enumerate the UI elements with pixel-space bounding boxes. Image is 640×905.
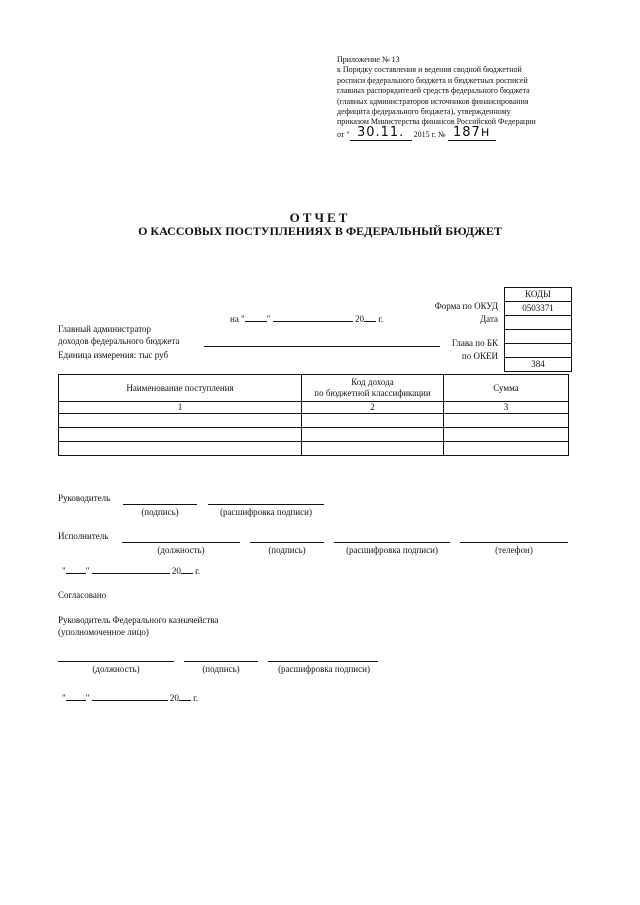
receipts-table: [58, 374, 569, 456]
executor-telefon-caption: (телефон): [495, 545, 533, 555]
col-name-header: Наименование поступления: [59, 375, 302, 402]
year-label: 20: [354, 314, 364, 324]
na-label: на ": [230, 314, 245, 324]
codes-header: КОДЫ: [525, 289, 551, 299]
head-signature-line: [123, 504, 197, 505]
okud-label: Форма по ОКУД: [434, 301, 498, 311]
col-sum-header: Сумма: [444, 375, 569, 402]
codes-box: [504, 287, 572, 372]
admin-label-1: Главный администратор: [58, 324, 152, 334]
executor-position-line: [122, 542, 240, 543]
year-suffix: г.: [195, 566, 201, 576]
order-number-value: 187н: [453, 124, 491, 140]
header-line: росписи федерального бюджета и бюджетных росписей: [337, 75, 528, 85]
admin-input-line: [204, 346, 440, 347]
report-date-line: [230, 314, 383, 324]
header-line: главных распорядителей средств федерального бюджета: [337, 86, 530, 96]
admin-label-2: доходов федерального бюджета: [58, 336, 180, 346]
bk-value: [505, 343, 571, 357]
executor-rasshifrovka-caption: (расшифровка подписи): [346, 545, 438, 555]
header-line: (главных администраторов источников финансирования: [337, 96, 529, 106]
year-label: 20: [169, 693, 179, 703]
treasury-signature-line: [184, 661, 258, 662]
header-line: Приложение № 13: [337, 55, 400, 64]
executor-signature-line: [250, 542, 324, 543]
quote-open: ": [62, 566, 66, 576]
year-suffix: г.: [378, 314, 384, 324]
date-mid: 2015 г. №: [413, 129, 446, 139]
date-label: Дата: [480, 314, 498, 324]
header-line: приказом Министерства финансов Российской Федерации: [337, 117, 536, 127]
head-rasshifrovka-caption: (расшифровка подписи): [220, 507, 312, 517]
executor-name-line: [334, 542, 450, 543]
col-code-header: [302, 375, 444, 402]
unit-label: Единица измерения: тыс руб: [58, 350, 169, 360]
approval-header: [337, 55, 587, 141]
okud-value: 0503371: [505, 301, 571, 315]
treasury-podpis-caption: (подпись): [202, 664, 240, 674]
col-code-header-2: по бюджетной классификации: [314, 388, 431, 398]
report-title: ОТЧЕТ: [289, 210, 351, 225]
treasury-label-2: (уполномоченное лицо): [58, 627, 149, 637]
blank-value: [505, 329, 571, 343]
quote-close: ": [266, 314, 271, 324]
table-row: [59, 442, 569, 456]
year-suffix: г.: [193, 693, 199, 703]
col-num-3: 3: [444, 402, 569, 414]
quote-close: ": [85, 693, 90, 703]
col-num-1: 1: [59, 402, 302, 414]
treasury-label-1: Руководитель Федерального казначейства: [58, 615, 219, 625]
table-row: [59, 428, 569, 442]
head-podpis-caption: (подпись): [141, 507, 179, 517]
treasury-date-line: [62, 693, 198, 703]
agreed-label: Согласовано: [58, 590, 107, 600]
treasury-dolzhnost-caption: (должность): [92, 664, 140, 674]
okei-value: 384: [505, 357, 571, 371]
bk-label: Глава по БК: [451, 338, 498, 348]
order-date-line: [337, 124, 587, 141]
sign-date-line: [62, 566, 200, 576]
date-prefix: от ": [337, 129, 350, 139]
col-num-2: 2: [302, 402, 444, 414]
date-value: [505, 315, 571, 329]
executor-label: Исполнитель: [58, 531, 109, 541]
executor-phone-line: [460, 542, 568, 543]
treasury-position-line: [58, 661, 174, 662]
quote-open: ": [62, 693, 66, 703]
report-subtitle: О КАССОВЫХ ПОСТУПЛЕНИЯХ В ФЕДЕРАЛЬНЫЙ БЮДЖЕТ: [138, 224, 502, 238]
header-line: дефицита федерального бюджета), утвержденному: [337, 107, 511, 117]
executor-podpis-caption: (подпись): [268, 545, 306, 555]
okei-label: по ОКЕИ: [461, 351, 498, 361]
head-label: Руководитель: [58, 493, 111, 503]
treasury-name-line: [268, 661, 378, 662]
header-line: к Порядку составления и ведения сводной бюджетной: [337, 65, 522, 75]
order-date-value: 30.11.: [356, 124, 405, 140]
quote-close: ": [85, 566, 90, 576]
executor-dolzhnost-caption: (должность): [157, 545, 205, 555]
head-name-line: [208, 504, 324, 505]
col-code-header-1: Код дохода: [351, 377, 394, 387]
treasury-rasshifrovka-caption: (расшифровка подписи): [278, 664, 370, 674]
year-label: 20: [171, 566, 181, 576]
table-row: [59, 414, 569, 428]
